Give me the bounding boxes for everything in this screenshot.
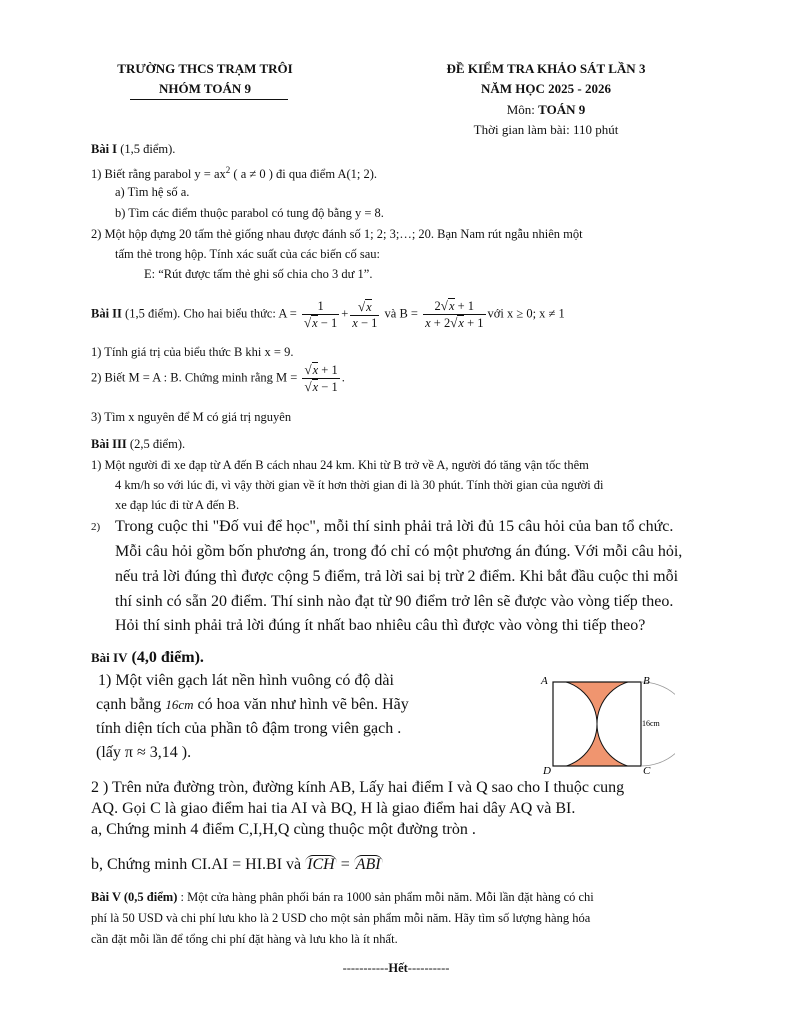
expr-b-frac: $\frac{2√x + 1}{x + 2√x + 1}$ [425,298,484,330]
bai3-title: Bài III [91,437,127,451]
expr-a-frac2: $\frac{√x}{x - 1}$ [352,298,378,330]
bai4-q1-line2-c: có hoa văn như hình vẽ bên. Hãy [193,696,409,713]
bai1-q1-text-2: ( a ≠ 0 ) đi qua điểm A(1; 2). [230,167,378,182]
bai3-q2-line5: Hỏi thí sinh phải trả lời đúng ít nhất bao nhiêu câu thì được vào vòng thi tiếp theo? [115,617,646,634]
bai1-q2-event: E: “Rút được tấm thẻ ghi số chia cho 3 dư 1”. [144,267,373,281]
bai4-q1-line2-a: cạnh bằng [96,696,166,713]
bai2-q1: 1) Tính giá trị của biểu thức B khi x = 9. [91,345,294,359]
bai1-points: (1,5 điểm). [117,142,176,156]
bai4-q1-line4: (lấy π ≈ 3,14 ). [96,744,192,761]
exam-title: ĐỀ KIỂM TRA KHẢO SÁT LẦN 3 [446,61,646,76]
bai2-q3: 3) Tìm x nguyên để M có giá trị nguyên [91,410,292,424]
bai5-line1 [91,889,594,905]
bai4-q2-line1: 2 ) Trên nửa đường tròn, đường kính AB, Lấy hai điểm I và Q sao cho I thuộc cung [91,779,625,796]
end-text: Hết [388,961,408,975]
bai3-q1-line2: 4 km/h so với lúc đi, vì vậy thời gian về ít hơn thời gian đi là 30 phút. Tính thời gian của người đi [115,478,604,492]
bai2-and-b: và B = [381,306,422,321]
bai1-q1b: b) Tìm các điểm thuộc parabol có tung độ bằng y = 8. [115,206,384,220]
bai4-q2-part-a: a, Chứng minh 4 điểm C,I,H,Q cùng thuộc một đường tròn . [91,821,476,838]
group-name: NHÓM TOÁN 9 [159,81,251,96]
end-dashes-right: ---------- [407,961,450,975]
angle-equals: = [336,856,354,873]
bai3-q2-line2: Mỗi câu hỏi gồm bốn phương án, trong đó chỉ có một phương án đúng. Với mỗi câu hỏi, [115,543,683,560]
school-year: NĂM HỌC 2025 - 2026 [481,81,611,96]
bai4-side-length: 16cm [165,697,194,712]
school-name: TRƯỜNG THCS TRẠM TRÔI [117,61,293,76]
subject-line [400,102,692,118]
bai3-points: (2,5 điểm). [126,437,186,451]
label-d: D [543,765,551,777]
expr-a-frac1: $\frac{1}{√x - 1}$ [303,298,338,330]
bai1-q1a: a) Tìm hệ số a. [115,185,190,199]
bai5-points: (0,5 điểm) [120,890,178,904]
bai5-line3: cần đặt mỗi lần để tổng chi phí đặt hàng và lưu kho là ít nhất. [91,932,398,946]
bai1-heading [91,141,175,157]
expr-m-frac: $\frac{√x + 1}{√x - 1}$ [304,362,338,394]
end-dashes-left: ----------- [342,961,389,975]
bai4-heading [91,649,204,667]
bai1-q2-line2: tấm thẻ trong hộp. Tính xác suất của các biến cố sau: [115,247,380,261]
bai2-intro: (1,5 điểm). Cho hai biểu thức: A = [121,306,300,321]
bai3-q1-line1: 1) Một người đi xe đạp từ A đến B cách nhau 24 km. Khi từ B trở về A, người đó tăng vận tốc thêm [91,458,589,472]
exam-time: Thời gian làm bài: 110 phút [473,122,619,137]
bai4-q2-line2: AQ. Gọi C là giao điểm hai tia AI và BQ, H là giao điểm hai dây AQ và BI. [91,800,576,817]
bai3-q1-line3: xe đạp lúc đi từ A đến B. [115,498,240,512]
bai1-q1-text: 1) Biết rằng parabol y = ax [91,167,226,182]
bai4-title: Bài IV [91,650,128,665]
bai1-q2-line1: 2) Một hộp đựng 20 tấm thẻ giống nhau được đánh số 1; 2; 3;…; 20. Bạn Nam rút ngẫu nhiên một [91,227,583,241]
bai3-q2-number: 2) [91,521,101,533]
bai1-title: Bài I [91,142,118,156]
bai3-q2-line3: nếu trả lời đúng thì được cộng 5 điểm, trả lời sai bị trừ 2 điểm. Khi bắt đầu cuộc thi mỗi [115,568,679,585]
tile-figure [535,668,675,778]
header-underline [130,99,288,100]
angle-ich: ICH [307,856,335,873]
bai2-q2: 2) Biết M = A : B. Chứng minh rằng M = $\frac{√x + 1}{√x - 1}$ . [91,362,345,394]
label-b: B [643,675,650,687]
bai5-line1-text: : Một cửa hàng phân phối bán ra 1000 sản phẩm mỗi năm. Mỗi lần đặt hàng có chi [177,890,594,904]
bai3-q2-line1: Trong cuộc thi "Đố vui để học", mỗi thí sinh phải trả lời đủ 15 câu hỏi của ban tổ chức. [115,518,674,535]
bai1-q1-exponent: 2 [225,165,231,175]
label-a: A [541,675,548,687]
subject-label: Môn: [506,102,539,117]
bai4-q1-line1: 1) Một viên gạch lát nền hình vuông có độ dài [98,672,394,689]
bai5-title: Bài V [91,890,121,904]
bai5-line2: phí là 50 USD và chi phí lưu kho là 2 USD cho một sản phẩm mỗi năm. Hãy tìm số lượng hàng hóa [91,911,591,925]
bai1-q1 [91,162,377,182]
bai2-q2-text: 2) Biết M = A : B. Chứng minh rằng M = [91,370,301,385]
label-side: 16cm [642,719,660,728]
bai4-points: (4,0 điểm). [127,649,204,666]
bai4-q2-b-text: b, Chứng minh CI.AI = HI.BI và [91,856,306,873]
bai4-q1-line2 [96,695,409,715]
subject: TOÁN 9 [538,102,586,117]
bai2-title: Bài II [91,306,122,321]
bai4-q1-line3: tính diện tích của phần tô đậm trong viên gạch . [96,720,402,737]
end-marker [0,960,792,976]
bai3-q2-line4: thí sinh có sẵn 20 điểm. Thí sinh nào đạt từ 90 điểm trở lên sẽ được vào vòng tiếp theo. [115,593,674,610]
angle-abi: ABI [355,856,381,873]
bai3-heading [91,436,185,452]
bai4-q2-part-b [91,855,383,875]
bai2-heading: Bài II (1,5 điểm). Cho hai biểu thức: A = $\frac{1}{√x - 1}$ + $\frac{√x}{x - 1}$ và B = $\frac{2√x + 1}{x + 2√x + 1}$ với x ≥ 0; x ≠ 1 [91,298,565,330]
label-c: C [643,765,651,777]
bai2-condition: với x ≥ 0; x ≠ 1 [487,306,565,321]
